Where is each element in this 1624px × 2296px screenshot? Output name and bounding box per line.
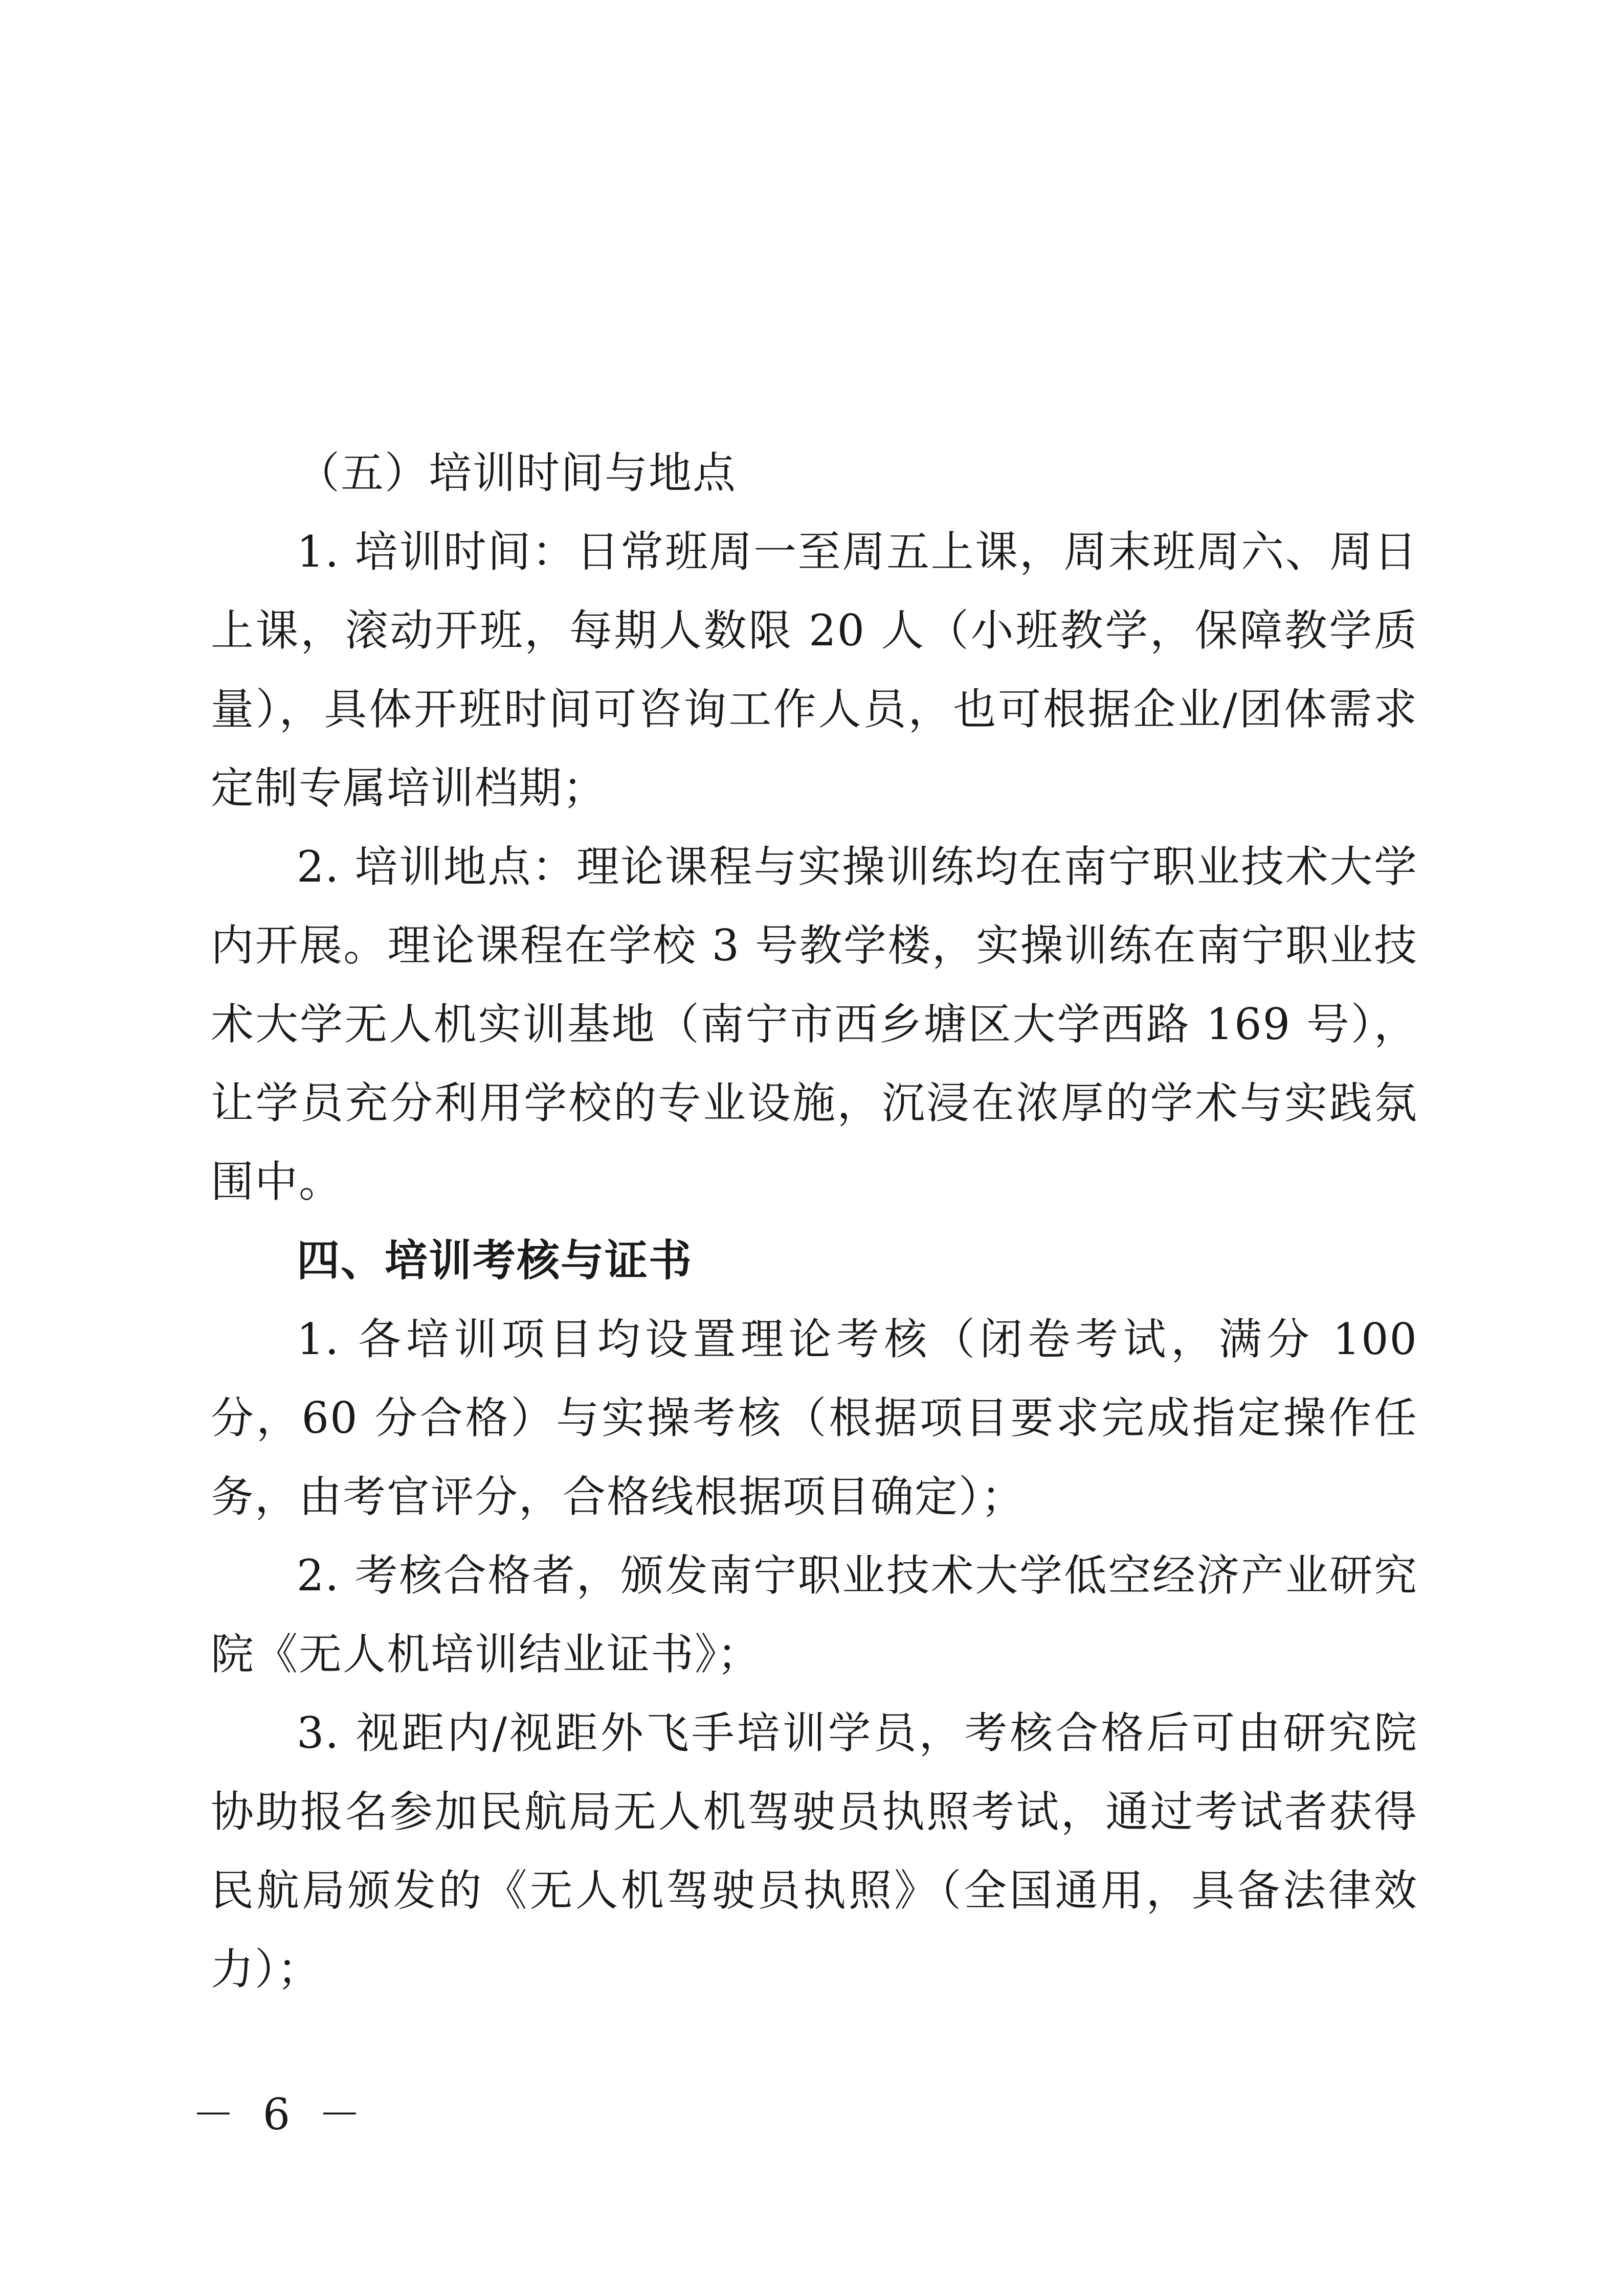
- section-heading-assessment-certificate: 四、培训考核与证书: [297, 1235, 693, 1286]
- page-number: － 6 －: [192, 2089, 368, 2140]
- paragraph-training-time: 1. 培训时间：日常班周一至周五上课，周末班周六、周日上课，滚动开班，每期人数限 20 人（小班教学，保障教学质量），具体开班时间可咨询工作人员，也可根据企业/团体需求定制专属培训档期；: [211, 527, 1418, 813]
- document-body: [211, 434, 1418, 2009]
- paragraph-license: 3. 视距内/视距外飞手培训学员，考核合格后可由研究院协助报名参加民航局无人机驾驶员执照考试，通过考试者获得民航局颁发的《无人机驾驶员执照》（全国通用，具备法律效力）；: [211, 1708, 1418, 1994]
- paragraph-assessment: 1. 各培训项目均设置理论考核（闭卷考试，满分 100 分，60 分合格）与实操考核（根据项目要求完成指定操作任务，由考官评分，合格线根据项目确定）；: [211, 1314, 1418, 1522]
- section-heading-training-time-location: （五）培训时间与地点: [297, 448, 737, 498]
- paragraph-training-location: 2. 培训地点：理论课程与实操训练均在南宁职业技术大学内开展。理论课程在学校 3 号教学楼，实操训练在南宁职业技术大学无人机实训基地（南宁市西乡塘区大学西路 169 号），让学员充分利用学校的专业设施，沉浸在浓厚的学术与实践氛围中。: [211, 842, 1418, 1207]
- paragraph-certificate: 2. 考核合格者，颁发南宁职业技术大学低空经济产业研究院《无人机培训结业证书》；: [211, 1550, 1418, 1679]
